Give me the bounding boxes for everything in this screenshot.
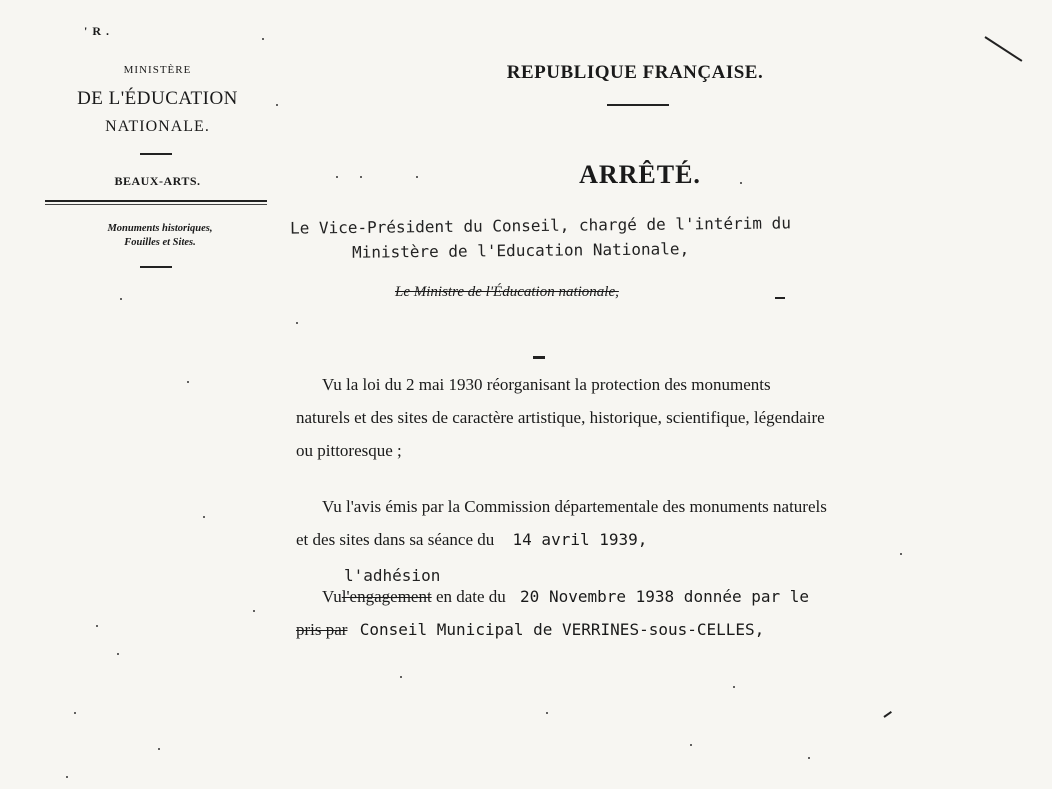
speck <box>336 176 338 178</box>
authority-line1: Le Vice-Président du Conseil, chargé de l'intérim du <box>289 213 791 238</box>
speck <box>900 553 902 555</box>
paragraph-loi-line2: naturels et des sites de caractère artistique, historique, scientifique, légendaire <box>296 408 825 427</box>
ministry-name-line2: NATIONALE. <box>105 118 210 135</box>
engagement-date: 20 Novembre 1938 donnée par le <box>520 587 810 606</box>
speck <box>400 676 402 678</box>
speck <box>416 176 418 178</box>
struck-engagement: l'engagement <box>341 587 432 606</box>
paragraph-avis-line1: Vu l'avis émis par la Commission départementale des monuments naturels <box>322 497 827 516</box>
speck <box>120 298 122 300</box>
paragraph-loi-line1: Vu la loi du 2 mai 1930 réorganisant la protection des monuments <box>322 375 771 394</box>
speck <box>360 176 362 178</box>
speck <box>96 625 98 627</box>
republic-heading: REPUBLIQUE FRANÇAISE. <box>506 62 764 83</box>
council-name: Conseil Municipal de VERRINES-sous-CELLES, <box>359 620 765 639</box>
speck <box>546 712 548 714</box>
dash-mark <box>533 356 545 359</box>
speck <box>276 104 278 106</box>
separator-rule <box>140 266 172 268</box>
reference-mark: ' R . <box>84 24 110 38</box>
speck <box>690 744 692 746</box>
service-line1: Monuments historiques, <box>107 223 213 234</box>
ministry-label: MINISTÈRE <box>123 64 192 76</box>
scan-mark <box>883 711 892 718</box>
paragraph-engagement <box>296 580 996 646</box>
crossed-out-authority: Le Ministre de l'Éducation nationale, <box>395 284 619 300</box>
seance-date: 14 avril 1939, <box>512 530 648 549</box>
authority-line2: Ministère de l'Education Nationale, <box>351 239 690 262</box>
speck <box>158 748 160 750</box>
speck <box>733 686 735 688</box>
inserted-word: l'adhésion <box>344 566 441 585</box>
speck <box>203 516 205 518</box>
speck <box>740 182 742 184</box>
header-divider <box>45 200 267 202</box>
speck <box>187 381 189 383</box>
scan-mark <box>984 36 1022 62</box>
paragraph-loi <box>296 368 986 467</box>
division-label: BEAUX-ARTS. <box>114 174 201 188</box>
paragraph-loi-line3: ou pittoresque ; <box>296 441 402 460</box>
speck <box>66 776 68 778</box>
separator-rule <box>140 153 172 155</box>
separator-rule <box>607 104 669 106</box>
speck <box>253 610 255 612</box>
speck <box>262 38 264 40</box>
ministry-name-line1: DE L'ÉDUCATION <box>77 88 238 109</box>
service-label <box>50 222 270 250</box>
speck <box>296 322 298 324</box>
paragraph-avis-line2: et des sites dans sa séance du <box>296 530 495 549</box>
header-divider-thin <box>45 204 267 205</box>
speck <box>808 757 810 759</box>
speck <box>74 712 76 714</box>
struck-pris-par: pris par <box>296 620 348 639</box>
speck <box>117 653 119 655</box>
paragraph-engagement-text: en date du <box>435 587 506 606</box>
decree-title: ARRÊTÉ. <box>579 160 701 189</box>
vu-word: Vu <box>322 587 342 606</box>
dash-mark <box>775 297 785 299</box>
paragraph-avis <box>296 490 986 556</box>
service-line2: Fouilles et Sites. <box>124 237 196 248</box>
